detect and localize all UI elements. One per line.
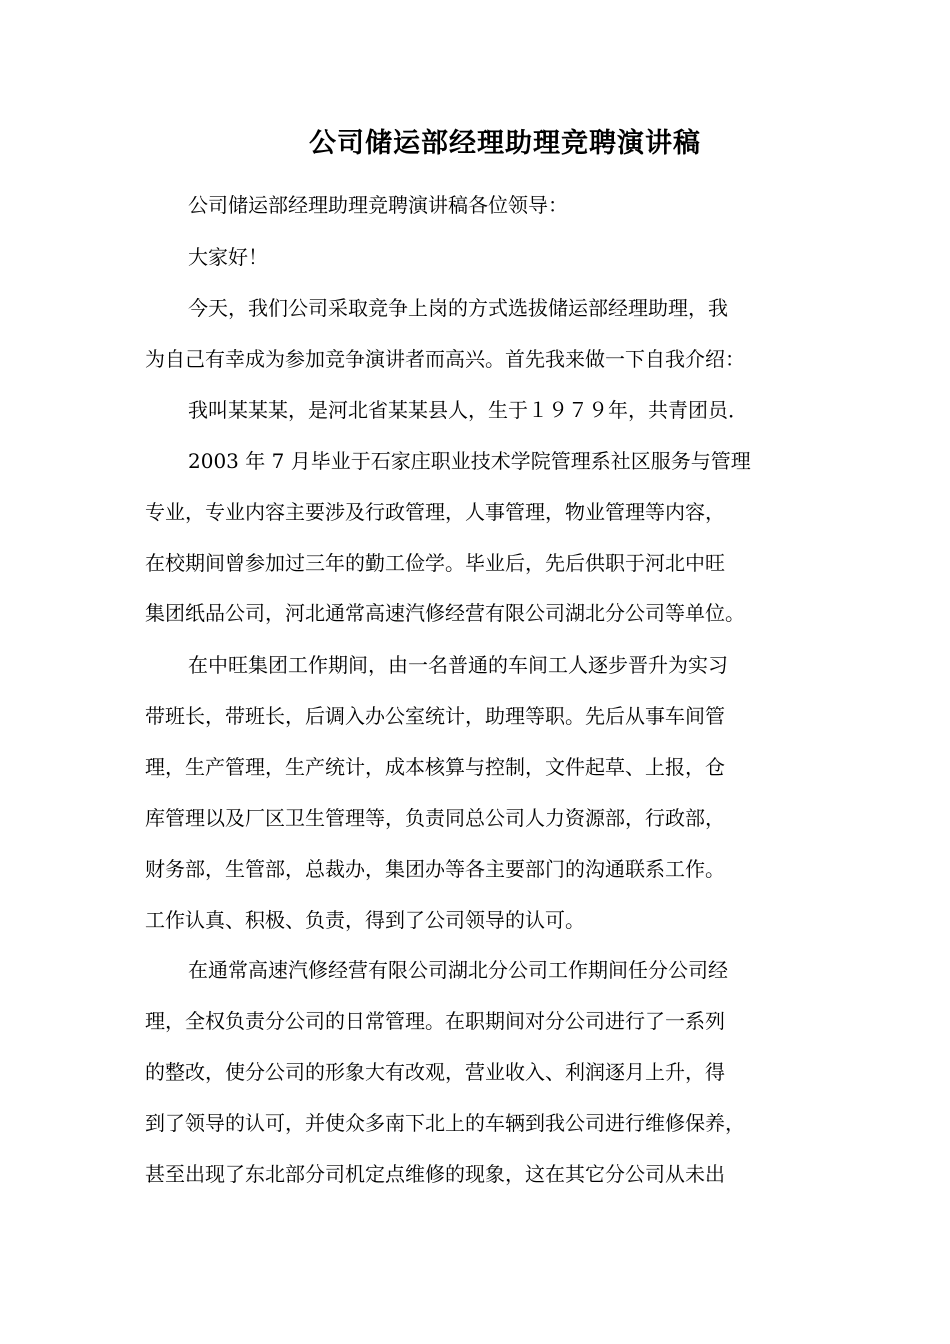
document-title: 公司储运部经理助理竞聘演讲稿: [309, 128, 701, 159]
paragraph-line: 甚至出现了东北部分司机定点维修的现象，这在其它分公司从未出: [145, 1162, 725, 1186]
paragraph-line: 理，生产管理，生产统计，成本核算与控制，文件起草、上报，仓: [145, 755, 725, 779]
paragraph-line: 在中旺集团工作期间，由一名普通的车间工人逐步晋升为实习: [188, 653, 728, 677]
paragraph-line: 专业，专业内容主要涉及行政管理，人事管理，物业管理等内容，: [145, 500, 725, 524]
paragraph-line: 集团纸品公司，河北通常高速汽修经营有限公司湖北分公司等单位。: [145, 601, 745, 625]
paragraph-line: 到了领导的认可，并使众多南下北上的车辆到我公司进行维修保养，: [145, 1111, 745, 1135]
paragraph-line: 2003 年 7 月毕业于石家庄职业技术学院管理系社区服务与管理: [188, 449, 751, 473]
paragraph-line: 大家好！: [188, 245, 268, 269]
paragraph-line: 我叫某某某，是河北省某某县人，生于１９７９年，共青团员．: [188, 398, 748, 422]
paragraph-line: 今天，我们公司采取竞争上岗的方式选拔储运部经理助理，我: [188, 296, 728, 320]
paragraph-line: 带班长，带班长，后调入办公室统计，助理等职。先后从事车间管: [145, 704, 725, 728]
paragraph-line: 财务部，生管部，总裁办，集团办等各主要部门的沟通联系工作。: [145, 857, 725, 881]
paragraph-line: 理，全权负责分公司的日常管理。在职期间对分公司进行了一系列: [145, 1009, 725, 1033]
paragraph-line: 的整改，使分公司的形象大有改观，营业收入、利润逐月上升，得: [145, 1060, 725, 1084]
paragraph-line: 库管理以及厂区卫生管理等，负责同总公司人力资源部，行政部，: [145, 806, 725, 830]
paragraph-line: 工作认真、积极、负责，得到了公司领导的认可。: [145, 908, 585, 932]
paragraph-line: 公司储运部经理助理竞聘演讲稿各位领导：: [188, 193, 568, 217]
paragraph-line: 为自己有幸成为参加竞争演讲者而高兴。首先我来做一下自我介绍：: [145, 347, 745, 371]
paragraph-line: 在校期间曾参加过三年的勤工俭学。毕业后，先后供职于河北中旺: [145, 551, 725, 575]
paragraph-line: 在通常高速汽修经营有限公司湖北分公司工作期间任分公司经: [188, 958, 728, 982]
